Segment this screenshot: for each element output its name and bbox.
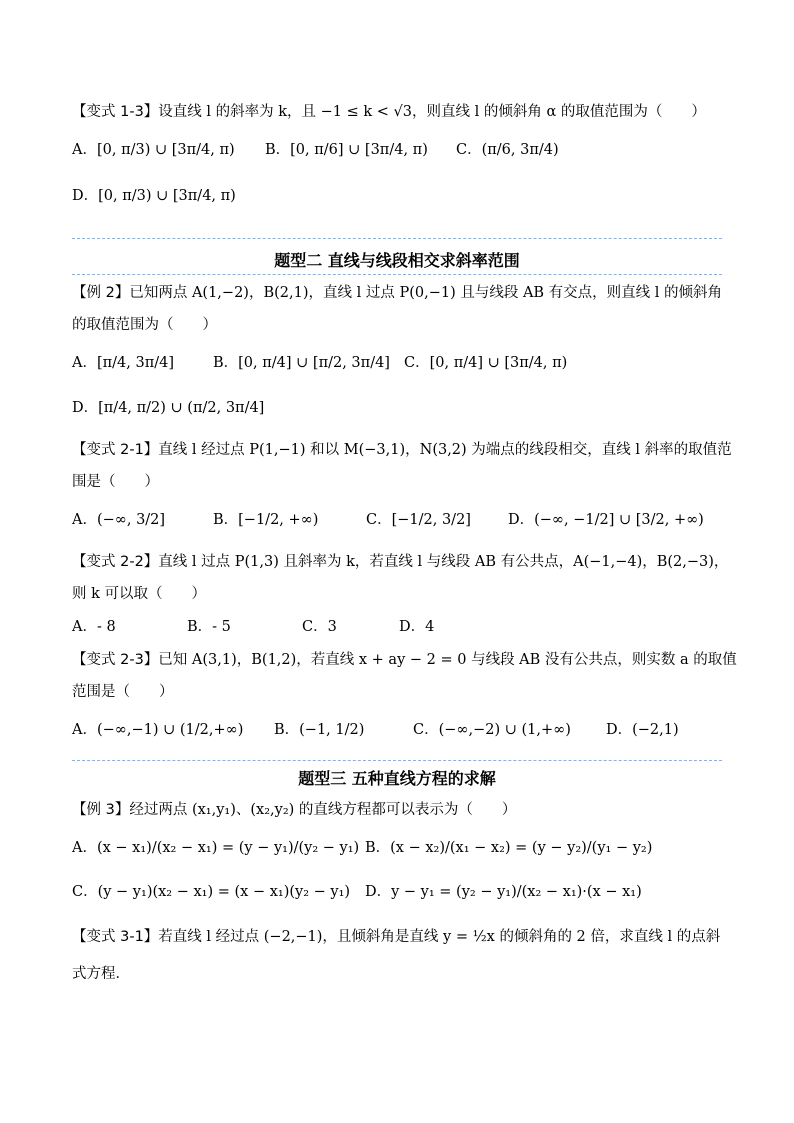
option-b: B．[0, π/4] ∪ [π/2, 3π/4] — [213, 355, 390, 371]
section-divider — [72, 238, 722, 239]
option-b: B．(−1, 1/2) — [274, 722, 365, 738]
option-c: C．(π/6, 3π/4) — [456, 142, 559, 158]
section-title: 题型二 直线与线段相交求斜率范围 — [274, 251, 520, 270]
option-c: C．(y − y₁)(x₂ − x₁) = (x − x₁)(y₂ − y₁) — [72, 884, 351, 900]
question-2-1-stem-cont: 围是（ ） — [72, 474, 159, 490]
option-c: C．[−1/2, 3/2] — [366, 512, 471, 528]
option-b: B．(x − x₂)/(x₁ − x₂) = (y − y₂)/(y₁ − y₂) — [365, 840, 653, 856]
section-title: 题型三 五种直线方程的求解 — [298, 769, 496, 788]
question-3-1-stem: 【变式 3-1】若直线 l 经过点 (−2,−1)，且倾斜角是直线 y = ½x 的倾斜角的 2 倍，求直线 l 的点斜 — [72, 929, 721, 945]
option-a: A．(−∞,−1) ∪ (1/2,+∞) — [72, 722, 244, 738]
option-d: D．[π/4, π/2) ∪ (π/2, 3π/4] — [72, 400, 265, 416]
question-tag: 【变式 2-2】 — [72, 554, 159, 570]
option-d: D．(−∞, −1/2] ∪ [3/2, +∞) — [508, 512, 704, 528]
option-a: A．- 8 — [72, 619, 116, 635]
option-b: B．[0, π/6] ∪ [3π/4, π) — [265, 142, 428, 158]
question-tag: 【变式 3-1】 — [72, 929, 159, 945]
option-c: C．(−∞,−2) ∪ (1,+∞) — [413, 722, 571, 738]
question-3-1-stem-cont: 式方程． — [72, 966, 130, 982]
option-b: B．- 5 — [187, 619, 231, 635]
question-tag: 【变式 1-3】 — [72, 104, 159, 120]
option-a: A．(x − x₁)/(x₂ − x₁) = (y − y₁)/(y₂ − y₁) — [72, 840, 360, 856]
section-divider — [72, 760, 722, 761]
example-2-stem-cont: 的取值范围为（ ） — [72, 317, 217, 333]
question-tag: 【变式 2-3】 — [72, 652, 159, 668]
question-1-3-stem: 【变式 1-3】设直线 l 的斜率为 k，且 −1 ≤ k < √3，则直线 l 的倾斜角 α 的取值范围为（ ） — [72, 104, 706, 120]
option-a: A．[π/4, 3π/4] — [72, 355, 175, 371]
option-c: C．3 — [302, 619, 337, 635]
option-c: C．[0, π/4] ∪ [3π/4, π) — [404, 355, 568, 371]
option-d: D．[0, π/3) ∪ [3π/4, π) — [72, 188, 236, 204]
example-3-stem: 【例 3】经过两点 (x₁,y₁)、(x₂,y₂) 的直线方程都可以表示为（ ） — [72, 802, 517, 818]
option-d: D．4 — [399, 619, 435, 635]
option-d: D．y − y₁ = (y₂ − y₁)/(x₂ − x₁)·(x − x₁) — [365, 884, 642, 900]
question-2-2-stem-cont: 则 k 可以取（ ） — [72, 586, 207, 602]
option-d: D．(−2,1) — [606, 722, 679, 738]
option-b: B．[−1/2, +∞) — [213, 512, 319, 528]
question-2-3-stem: 【变式 2-3】已知 A(3,1)，B(1,2)，若直线 x + ay − 2 = 0 与线段 AB 没有公共点，则实数 a 的取值 — [72, 652, 737, 668]
question-tag: 【变式 2-1】 — [72, 442, 159, 458]
question-2-1-stem: 【变式 2-1】直线 l 经过点 P(1,−1) 和以 M(−3,1)，N(3,2) 为端点的线段相交，直线 l 斜率的取值范 — [72, 442, 732, 458]
section-divider — [72, 274, 722, 275]
option-a: A．[0, π/3) ∪ [3π/4, π) — [72, 142, 235, 158]
question-2-3-stem-cont: 范围是（ ） — [72, 684, 174, 700]
option-a: A．(−∞, 3/2] — [72, 512, 166, 528]
question-tag: 【例 2】 — [72, 285, 130, 301]
question-2-2-stem: 【变式 2-2】直线 l 过点 P(1,3) 且斜率为 k，若直线 l 与线段 AB 有公共点，A(−1,−4)，B(2,−3)， — [72, 554, 729, 570]
example-2-stem: 【例 2】已知两点 A(1,−2)，B(2,1)，直线 l 过点 P(0,−1) 且与线段 AB 有交点，则直线 l 的倾斜角 — [72, 285, 723, 301]
question-tag: 【例 3】 — [72, 802, 130, 818]
